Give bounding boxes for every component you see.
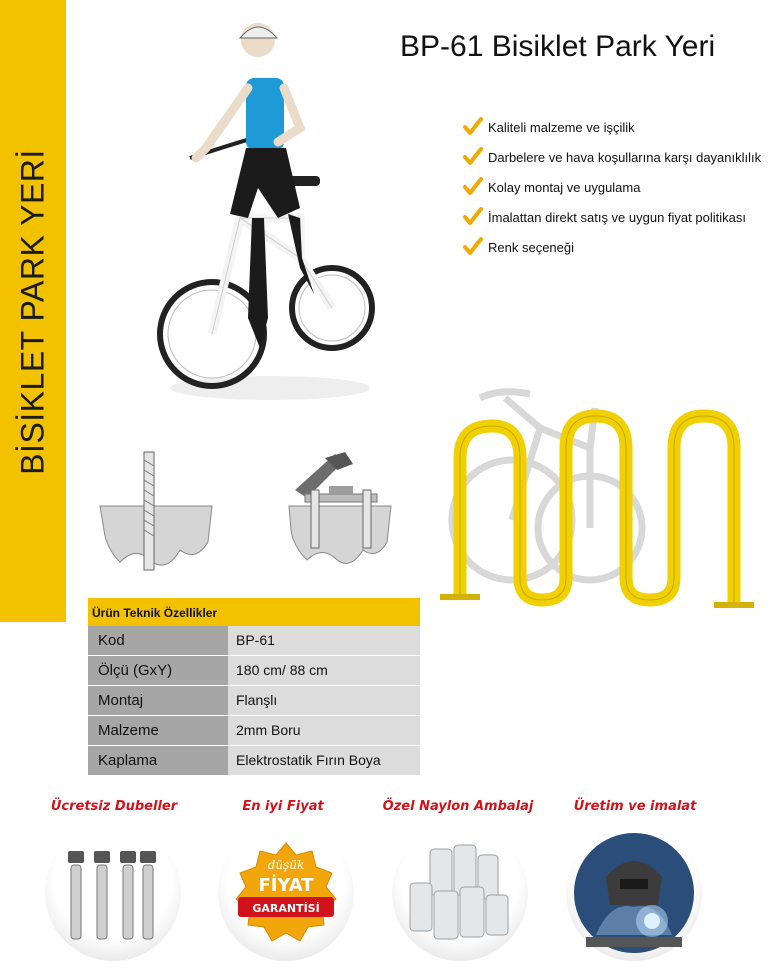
spec-value: BP-61	[228, 626, 420, 655]
spec-value: Elektrostatik Fırın Boya	[228, 746, 420, 775]
stamp-middle-text: FİYAT	[258, 875, 314, 896]
anchor-bolts-icon	[45, 825, 181, 961]
table-row	[88, 686, 420, 716]
checkmark-icon	[462, 116, 484, 138]
feature-text: İmalattan direkt satış ve uygun fiyat politikası	[488, 209, 746, 225]
stamp-bottom-text: GARANTİSİ	[252, 902, 320, 915]
checkmark-icon	[462, 176, 484, 198]
table-row	[88, 716, 420, 746]
cyclist-illustration	[150, 18, 380, 408]
feature-text: Darbelere ve hava koşullarına karşı dayanıklılık	[488, 149, 762, 165]
checkmark-icon	[462, 206, 484, 228]
bike-rack-illustration	[420, 368, 768, 618]
spec-table-header: Ürün Teknik Özellikler	[88, 598, 420, 626]
spec-table	[88, 598, 420, 776]
feature-text: Renk seçeneği	[488, 239, 574, 255]
badge-title-free-anchors: Ücretsiz Dubeller	[50, 799, 178, 814]
spec-value: 180 cm/ 88 cm	[228, 656, 420, 685]
packaging-badge	[392, 825, 528, 961]
feature-item	[462, 142, 761, 172]
checkmark-icon	[462, 146, 484, 168]
table-row	[88, 746, 420, 776]
anchor-install-diagram	[96, 450, 216, 575]
spec-label: Ölçü (GxY)	[88, 656, 228, 685]
table-row	[88, 626, 420, 656]
spec-label: Kaplama	[88, 746, 228, 775]
price-guarantee-badge	[218, 825, 354, 961]
feature-text: Kolay montaj ve uygulama	[488, 179, 641, 195]
badge-title-best-price: En iyi Fiyat	[242, 799, 324, 814]
price-guarantee-stamp-icon	[218, 825, 354, 961]
checkmark-icon	[462, 236, 484, 258]
feature-item	[462, 202, 761, 232]
manufacturing-badge	[566, 825, 702, 961]
flange-install-diagram	[285, 450, 395, 575]
anchors-badge	[45, 825, 181, 961]
nylon-rolls-icon	[392, 825, 528, 961]
spec-label: Kod	[88, 626, 228, 655]
badge-title-packaging: Özel Naylon Ambalaj	[382, 799, 534, 814]
feature-item	[462, 112, 761, 142]
feature-item	[462, 232, 761, 262]
spec-label: Montaj	[88, 686, 228, 715]
welder-icon	[566, 825, 702, 961]
feature-text: Kaliteli malzeme ve işçilik	[488, 119, 635, 135]
table-row	[88, 656, 420, 686]
side-banner	[0, 0, 66, 622]
side-banner-text: BİSİKLET PARK YERİ	[14, 149, 51, 475]
stamp-top-text: düşük	[267, 858, 305, 872]
spec-value: Flanşlı	[228, 686, 420, 715]
page-title: BP-61 Bisiklet Park Yeri	[400, 30, 716, 63]
feature-item	[462, 172, 761, 202]
spec-label: Malzeme	[88, 716, 228, 745]
spec-value: 2mm Boru	[228, 716, 420, 745]
feature-list	[462, 112, 761, 262]
badge-title-manufacturing: Üretim ve imalat	[573, 799, 697, 814]
